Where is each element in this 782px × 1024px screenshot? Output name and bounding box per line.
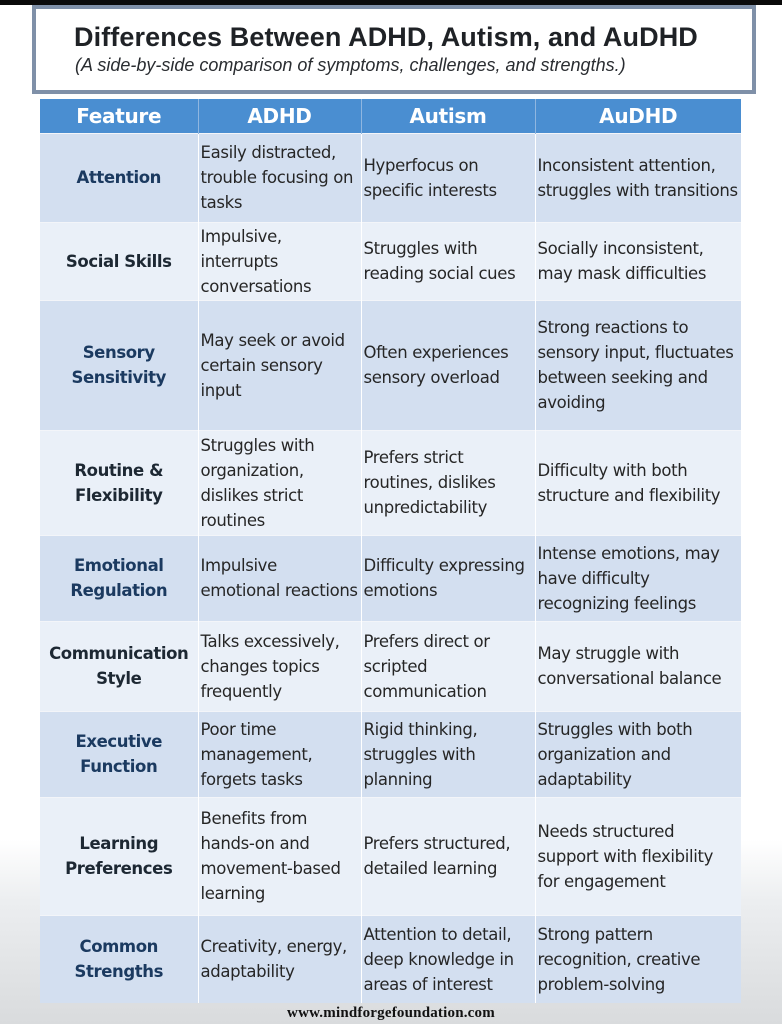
title-box [32,5,756,94]
page-title: Differences Between ADHD, Autism, and AuDHD [74,22,698,52]
autism-cell: Attention to detail, deep knowledge in areas of interest [361,915,535,1003]
adhd-cell: Benefits from hands-on and movement-based learning [198,797,361,915]
column-header-feature: Feature [40,99,198,133]
table-row [40,300,741,430]
table-row [40,222,741,300]
audhd-cell: Strong pattern recognition, creative problem-solving [535,915,741,1003]
autism-cell: Difficulty expressing emotions [361,535,535,621]
adhd-cell: Struggles with organization, dislikes strict routines [198,430,361,535]
column-header-audhd: AuDHD [535,99,741,133]
audhd-cell: Difficulty with both structure and flexibility [535,430,741,535]
table-row [40,133,741,222]
table-row [40,797,741,915]
autism-cell: Hyperfocus on specific interests [361,133,535,222]
adhd-cell: Poor time management, forgets tasks [198,711,361,797]
autism-cell: Rigid thinking, struggles with planning [361,711,535,797]
feature-cell: Social Skills [40,222,198,300]
audhd-cell: Strong reactions to sensory input, fluctuates between seeking and avoiding [535,300,741,430]
column-header-adhd: ADHD [198,99,361,133]
adhd-cell: Creativity, energy, adaptability [198,915,361,1003]
audhd-cell: May struggle with conversational balance [535,621,741,711]
adhd-cell: May seek or avoid certain sensory input [198,300,361,430]
feature-cell: Sensory Sensitivity [40,300,198,430]
feature-cell: Common Strengths [40,915,198,1003]
autism-cell: Struggles with reading social cues [361,222,535,300]
page-subtitle: (A side-by-side comparison of symptoms, challenges, and strengths.) [75,55,626,75]
adhd-cell: Easily distracted, trouble focusing on tasks [198,133,361,222]
adhd-cell: Impulsive, interrupts conversations [198,222,361,300]
audhd-cell: Intense emotions, may have difficulty recognizing feelings [535,535,741,621]
feature-cell: Communication Style [40,621,198,711]
adhd-cell: Impulsive emotional reactions [198,535,361,621]
column-header-autism: Autism [361,99,535,133]
table-row [40,915,741,1003]
audhd-cell: Struggles with both organization and adaptability [535,711,741,797]
feature-cell: Learning Preferences [40,797,198,915]
table-row [40,535,741,621]
audhd-cell: Needs structured support with flexibility for engagement [535,797,741,915]
autism-cell: Prefers strict routines, dislikes unpredictability [361,430,535,535]
table-row [40,711,741,797]
audhd-cell: Socially inconsistent, may mask difficulties [535,222,741,300]
table-header-row [40,99,741,133]
feature-cell: Emotional Regulation [40,535,198,621]
audhd-cell: Inconsistent attention, struggles with transitions [535,133,741,222]
feature-cell: Attention [40,133,198,222]
autism-cell: Prefers direct or scripted communication [361,621,535,711]
table-row [40,621,741,711]
autism-cell: Often experiences sensory overload [361,300,535,430]
feature-cell: Executive Function [40,711,198,797]
feature-cell: Routine & Flexibility [40,430,198,535]
footer-website-url: www.mindforgefoundation.com [287,1005,495,1021]
comparison-table [40,99,741,1003]
adhd-cell: Talks excessively, changes topics frequently [198,621,361,711]
table-row [40,430,741,535]
autism-cell: Prefers structured, detailed learning [361,797,535,915]
